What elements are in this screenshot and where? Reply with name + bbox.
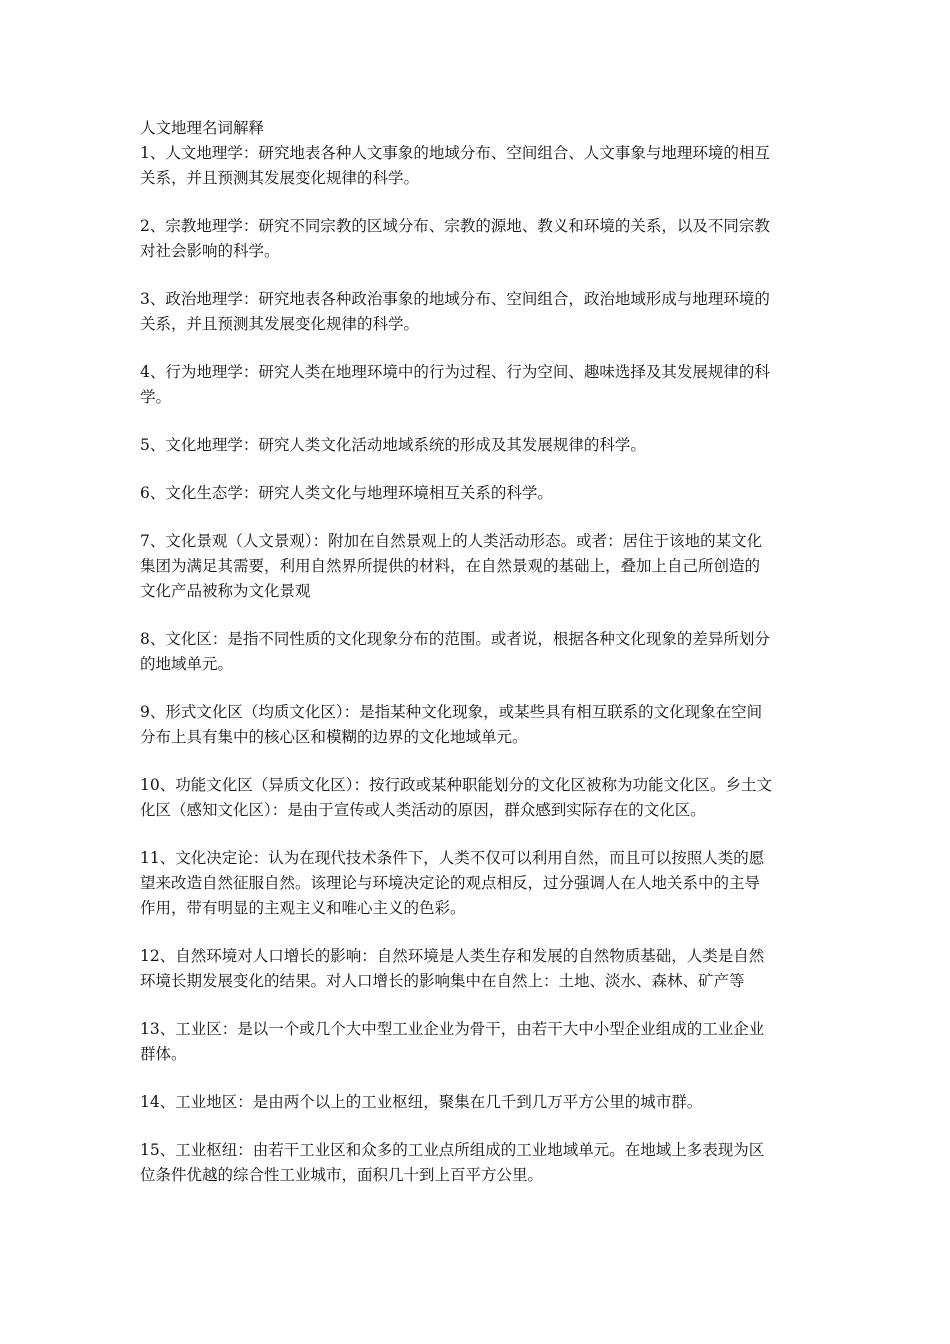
definition-line: 1、人文地理学：研究地表各种人文事象的地域分布、空间组合、人文事象与地理环境的相互 bbox=[140, 144, 770, 162]
definition-line: 12、自然环境对人口增长的影响：自然环境是人类生存和发展的自然物质基础，人类是自然 bbox=[140, 947, 765, 965]
definition-line: 13、工业区：是以一个或几个大中型工业企业为骨干，由若干大中小型企业组成的工业企业 bbox=[140, 1020, 765, 1038]
definition-line: 关系，并且预测其发展变化规律的科学。 bbox=[140, 315, 420, 333]
definition-line: 集团为满足其需要，利用自然界所提供的材料，在自然景观的基础上，叠加上自己所创造的 bbox=[140, 557, 761, 575]
definition-line: 5、文化地理学：研究人类文化活动地域系统的形成及其发展规律的科学。 bbox=[140, 436, 646, 454]
definition-entry bbox=[140, 141, 814, 191]
definition-line: 9、形式文化区（均质文化区）：是指某种文化现象，或某些具有相互联系的文化现象在空间 bbox=[140, 703, 763, 721]
document-page bbox=[140, 116, 814, 1211]
definition-line: 11、文化决定论：认为在现代技术条件下，人类不仅可以利用自然，而且可以按照人类的愿 bbox=[140, 849, 765, 867]
definition-line: 环境长期发展变化的结果。对人口增长的影响集中在自然上：土地、淡水、森林、矿产等 bbox=[140, 972, 745, 990]
document-title: 人文地理名词解释 bbox=[140, 119, 265, 137]
definition-entry bbox=[140, 944, 814, 994]
definition-line: 学。 bbox=[140, 388, 172, 406]
definition-line: 2、宗教地理学：研究不同宗教的区域分布、宗教的源地、教义和环境的关系，以及不同宗教 bbox=[140, 217, 770, 235]
definition-line: 望来改造自然征服自然。该理论与环境决定论的观点相反，过分强调人在人地关系中的主导 bbox=[140, 874, 761, 892]
definition-line: 的地域单元。 bbox=[140, 655, 234, 673]
definition-entry bbox=[140, 846, 814, 921]
definition-entry bbox=[140, 773, 814, 823]
definition-entry bbox=[140, 627, 814, 677]
definition-entry bbox=[140, 481, 814, 506]
definition-entry bbox=[140, 433, 814, 458]
definition-entry bbox=[140, 529, 814, 604]
definition-line: 群体。 bbox=[140, 1045, 187, 1063]
definition-line: 7、文化景观（人文景观）：附加在自然景观上的人类活动形态。或者：居住于该地的某文化 bbox=[140, 532, 763, 550]
definition-line: 6、文化生态学：研究人类文化与地理环境相互关系的科学。 bbox=[140, 484, 553, 502]
definition-line: 化区（感知文化区）：是由于宣传或人类活动的原因，群众感到实际存在的文化区。 bbox=[140, 801, 706, 819]
definition-line: 15、工业枢纽：由若干工业区和众多的工业点所组成的工业地域单元。在地域上多表现为区 bbox=[140, 1141, 765, 1159]
definition-entry bbox=[140, 214, 814, 264]
entry-list bbox=[140, 141, 814, 1188]
definition-entry bbox=[140, 700, 814, 750]
definition-line: 作用，带有明显的主观主义和唯心主义的色彩。 bbox=[140, 899, 466, 917]
definition-line: 10、功能文化区（异质文化区）：按行政或某种职能划分的文化区被称为功能文化区。乡土文 bbox=[140, 776, 772, 794]
definition-line: 4、行为地理学：研究人类在地理环境中的行为过程、行为空间、趣味选择及其发展规律的科 bbox=[140, 363, 770, 381]
definition-entry bbox=[140, 1090, 814, 1115]
definition-line: 对社会影响的科学。 bbox=[140, 242, 280, 260]
definition-entry bbox=[140, 287, 814, 337]
definition-line: 8、文化区：是指不同性质的文化现象分布的范围。或者说，根据各种文化现象的差异所划分 bbox=[140, 630, 770, 648]
definition-line: 位条件优越的综合性工业城市，面积几十到上百平方公里。 bbox=[140, 1166, 544, 1184]
definition-line: 分布上具有集中的核心区和模糊的边界的文化地域单元。 bbox=[140, 728, 528, 746]
definition-line: 文化产品被称为文化景观 bbox=[140, 582, 311, 600]
definition-entry bbox=[140, 360, 814, 410]
definition-line: 14、工业地区：是由两个以上的工业枢纽，聚集在几千到几万平方公里的城市群。 bbox=[140, 1093, 703, 1111]
definition-line: 关系，并且预测其发展变化规律的科学。 bbox=[140, 169, 420, 187]
definition-entry bbox=[140, 1017, 814, 1067]
definition-line: 3、政治地理学：研究地表各种政治事象的地域分布、空间组合，政治地域形成与地理环境的 bbox=[140, 290, 770, 308]
definition-entry bbox=[140, 1138, 814, 1188]
